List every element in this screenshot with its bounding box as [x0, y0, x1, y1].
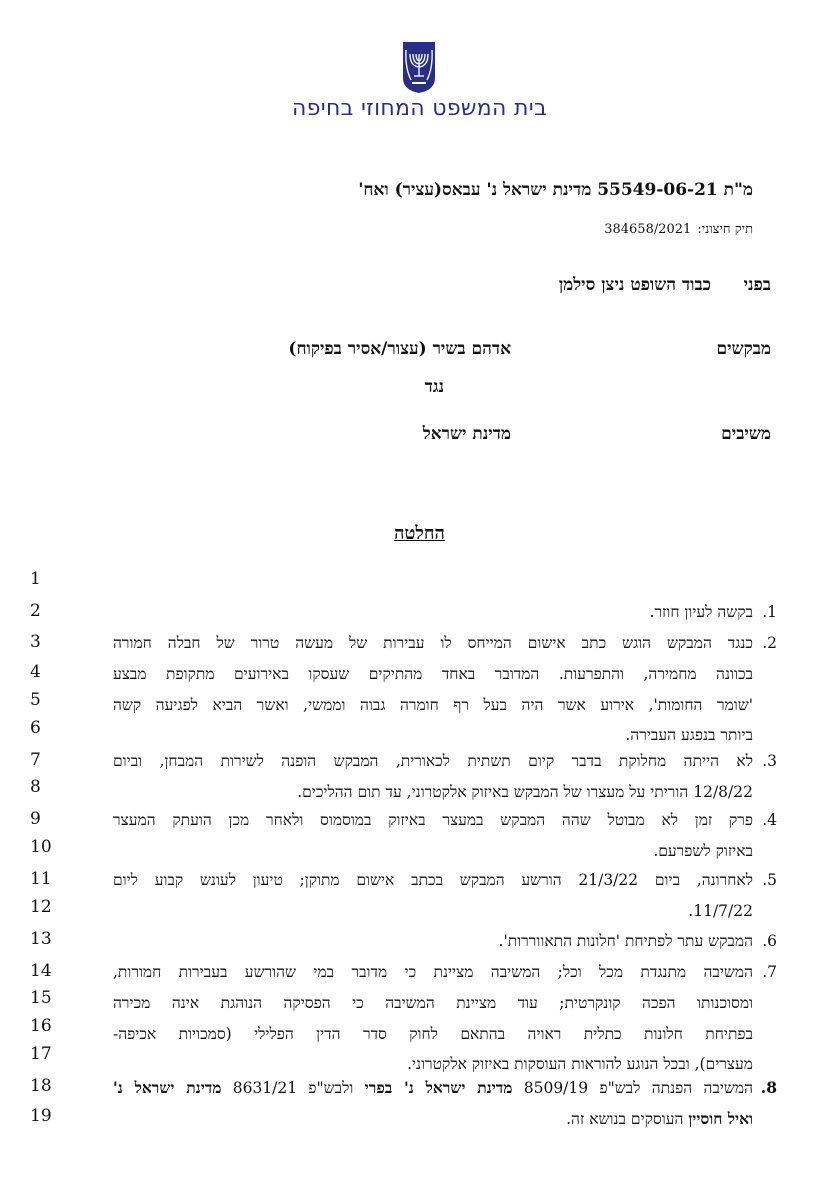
- paragraph-line: [113, 1104, 753, 1135]
- line-number: 10: [30, 837, 52, 857]
- paragraph-line: בכוונה מחמירה, והתפרעות. המדובר באחד מהתיקים שעסקו באירועים מתקופת מבצע: [113, 664, 753, 683]
- paragraph-line: 'שומר החומות', אירוע אשר היה בעל רף חומרה גבוה וממשי, ואשר הביא לפגיעה קשה: [113, 695, 753, 714]
- paragraph-line: המשיבה מתנגדת מכל וכל; המשיבה מציינת כי מדובר במי שהורשע בעבירות חמורות,: [113, 963, 753, 981]
- line-number: 19: [30, 1106, 52, 1126]
- line-number: 8: [30, 777, 41, 797]
- line-number: 18: [30, 1076, 52, 1096]
- line-number: 4: [30, 662, 41, 682]
- case-citation: מדינת ישראל נ': [113, 1078, 222, 1097]
- paragraph-3: [113, 746, 777, 808]
- applicant-name: אדהם בשיר (עצור/אסיר בפיקוח): [288, 339, 511, 359]
- line-number: 3: [30, 632, 41, 652]
- paragraph-1: [113, 597, 777, 628]
- paragraph-line: מעצרים), ובכל הנוגע להוראות העוסקות באיזוק אלקטרוני.: [407, 1055, 753, 1074]
- line-number: 1: [30, 569, 41, 589]
- paragraph-number: 2.: [762, 634, 777, 652]
- paragraph-4: [113, 805, 777, 867]
- paragraph-line: המבקש עתר לפתיחת 'חלונות התאווררות'.: [498, 932, 753, 950]
- paragraph-line: בקשה לעיון חוזר.: [649, 603, 753, 621]
- internal-file: [604, 221, 753, 237]
- versus-label: נגד: [424, 377, 444, 397]
- paragraph-2: [113, 628, 777, 751]
- paragraph-text: ולבש"פ 8631/21: [221, 1079, 365, 1097]
- case-title: מ"ת 55549-06-21 מדינת ישראל נ' עבאס(עציר) ואח': [358, 180, 753, 200]
- line-number: 15: [30, 988, 52, 1008]
- respondent-name: מדינת ישראל: [422, 424, 511, 444]
- paragraph-5: [113, 865, 777, 927]
- paragraph-7: [113, 957, 777, 1080]
- case-citation: ואיל חוסיין: [688, 1108, 753, 1128]
- paragraph-number: 6.: [762, 932, 777, 950]
- paragraph-line: [113, 1073, 753, 1104]
- line-number: 7: [30, 750, 41, 770]
- line-number: 14: [30, 961, 52, 981]
- decision-title: החלטה: [394, 523, 445, 544]
- line-number: 13: [30, 929, 52, 949]
- line-number: 2: [30, 601, 41, 621]
- judge-name: כבוד השופט ניצן סילמן: [558, 275, 711, 295]
- paragraph-line: 11/7/22.: [688, 901, 753, 920]
- paragraph-line: ביותר בנפגע העבירה.: [625, 726, 753, 745]
- paragraph-line: כנגד המבקש הוגש כתב אישום המייחס לו עבירות של מעשה טרור של חבלה חמורה: [113, 634, 753, 652]
- paragraph-line: לא הייתה מחלוקת בדבר קיום תשתית לכאורית, המבקש הופנה לשירות המבחן, וביום: [113, 752, 753, 770]
- paragraph-line: פרק זמן לא מבוטל שהה המבקש במעצר באיזוק במוסמוס ולאחר מכן הועתק המעצר: [113, 811, 753, 829]
- line-number: 12: [30, 897, 52, 917]
- paragraph-number: 1.: [762, 603, 777, 621]
- line-number: 5: [30, 690, 41, 710]
- paragraph-number: 8.: [760, 1078, 777, 1097]
- paragraph-line: 12/8/22 הוריתי על מעצרו של המבקש באיזוק אלקטרוני, עד תום ההליכים.: [297, 782, 753, 801]
- line-number: 9: [30, 809, 41, 829]
- paragraph-line: ומסוכנותו הפכה קונקרטית; עוד מציינת המשיבה כי הפסיקה הנוהגת אינה מכירה: [113, 993, 753, 1012]
- paragraph-text: המשיבה הפנתה לבש"פ 8509/19: [512, 1079, 753, 1097]
- paragraph-line: בפתיחת חלונות כתלית ראויה בהתאם לחוק סדר הדין הפלילי (סמכויות אכיפה-: [113, 1024, 753, 1043]
- paragraph-number: 7.: [762, 963, 777, 981]
- line-number: 16: [30, 1016, 52, 1036]
- respondents-label: משיבים: [721, 424, 771, 444]
- internal-file-label: תיק חיצוני:: [697, 222, 753, 237]
- line-number: 6: [30, 718, 41, 738]
- paragraph-number: 4.: [762, 811, 777, 829]
- paragraph-number: 3.: [762, 752, 777, 770]
- paragraph-8: [113, 1073, 777, 1135]
- before-label: בפני: [743, 275, 771, 295]
- applicants-label: מבקשים: [716, 339, 771, 359]
- paragraph-number: 5.: [762, 871, 777, 889]
- paragraph-line: באיזוק לשפרעם.: [653, 841, 753, 860]
- state-emblem-icon: [401, 40, 437, 94]
- paragraph-text: העוסקים בנושא זה.: [566, 1109, 689, 1128]
- paragraph-line: לאחרונה, ביום 21/3/22 הורשע המבקש בכתב אישום מתוקן; טיעון לעונש קבוע ליום: [113, 871, 753, 889]
- paragraph-6: [113, 926, 777, 957]
- line-number: 17: [30, 1044, 52, 1064]
- court-name: בית המשפט המחוזי בחיפה: [292, 96, 547, 121]
- case-citation: מדינת ישראל נ' בפרי: [364, 1078, 513, 1097]
- internal-file-number: 384658/2021: [604, 222, 692, 237]
- line-number: 11: [30, 869, 52, 889]
